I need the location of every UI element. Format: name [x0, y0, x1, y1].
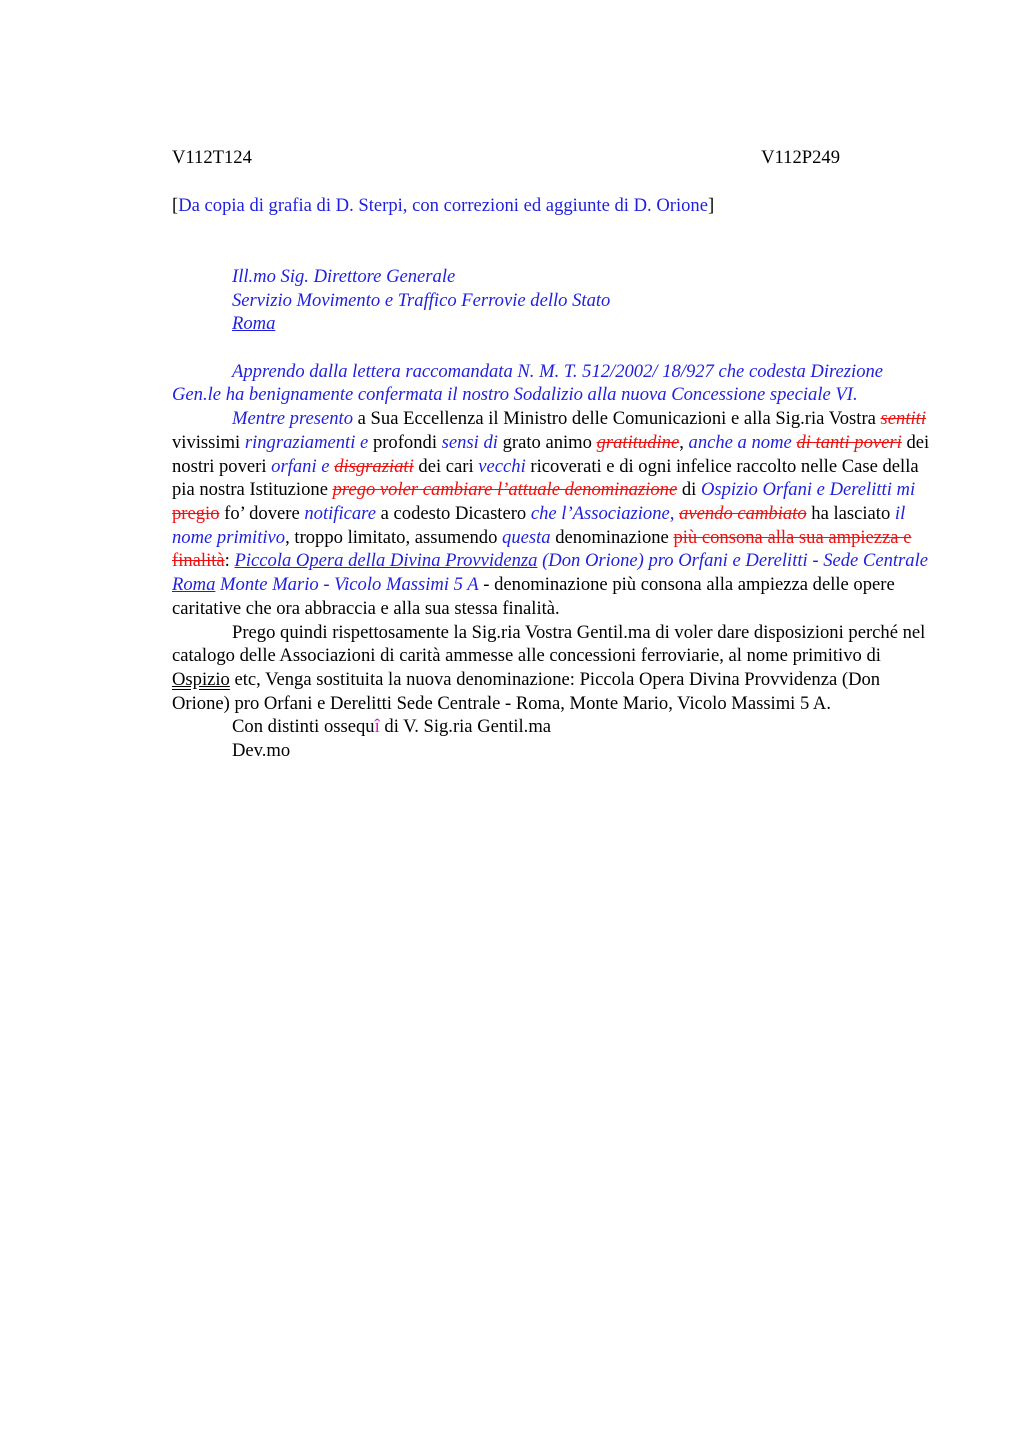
accented-letter: î [374, 716, 380, 738]
text-run: fo’ dovere [219, 503, 305, 524]
addressee-line-title: Ill.mo Sig. Direttore Generale [232, 266, 456, 287]
letter-page [172, 146, 932, 763]
text-run: , troppo limitato, assumendo [285, 526, 503, 548]
right-reference-code: V112P249 [761, 147, 840, 168]
text-run: ha lasciato [806, 503, 895, 524]
text-run: di [677, 479, 701, 501]
text-run: grato animo [497, 431, 597, 453]
deletion: pregio [172, 503, 220, 524]
text-run: dei cari [413, 455, 479, 477]
paragraph-acknowledgement: Apprendo dalla lettera raccomandata N. M. T. 512/2002/ 18/927 che codesta Direzione Gen.le ha benignamente confermata il nostro Sodalizio alla nuova Concessione speciale VI. [172, 360, 884, 406]
text-run: , [679, 431, 689, 453]
closing-line-greeting [232, 715, 932, 739]
insertion: vecchi [478, 455, 526, 477]
insertion: orfani e [271, 455, 330, 477]
text-run: : [224, 550, 235, 572]
deletion: sentiti [880, 408, 926, 430]
left-reference-code: V112T124 [172, 147, 252, 168]
insertion: Monte Mario - Vicolo Massimi 5 A [215, 574, 479, 596]
text-run: ricoverati e di ogni infelice raccolto nelle Case della pia nostra Istituzione [172, 455, 919, 501]
text-run: di V. Sig.ria Gentil.ma [379, 716, 552, 738]
letter-body [172, 360, 932, 763]
text-run: etc, Venga sostituita la nuova denominazione: Piccola Opera Divina Provvidenza (Don Orione) pro Orfani e Derelitti Sede Centrale - Roma, Monte Mario, Vicolo Massimi 5 A. [172, 668, 881, 714]
addressee-line-department: Servizio Movimento e Traffico Ferrovie dello Stato [232, 289, 611, 311]
source-note-open-bracket: [ [172, 195, 179, 216]
deletion: di tanti poveri [796, 431, 902, 453]
text-run: dei nostri poveri [172, 431, 930, 477]
paragraph-request [172, 407, 932, 620]
insertion: notificare [304, 503, 376, 524]
insertion-underlined: Roma [172, 574, 216, 596]
insertion: Mentre presento [232, 408, 353, 430]
text-run: denominazione [550, 526, 674, 548]
deletion: più consona alla sua ampiezza e finalità [172, 526, 912, 572]
deletion: disgraziati [334, 455, 414, 477]
insertion: che l’Associazione, [530, 503, 675, 524]
insertion: Ospizio Orfani e Derelitti mi [700, 479, 916, 501]
text-run: - denominazione più consona alla ampiezza delle opere caritative che ora abbraccia e alla sua stessa finalità. [172, 574, 895, 619]
insertion: ringraziamenti e [244, 431, 369, 453]
double-underlined-word: Ospizio [172, 668, 230, 690]
text-run: Con distinti ossequ [232, 716, 375, 738]
insertion: il nome primitivo [172, 503, 906, 548]
addressee-block [232, 265, 932, 336]
insertion: sensi di [441, 431, 498, 453]
addressee-line-city: Roma [232, 313, 276, 335]
insertion: questa [502, 526, 551, 548]
closing-line-signature: Dev.mo [232, 740, 291, 762]
closing-block [232, 715, 932, 762]
source-note [172, 194, 932, 218]
deletion: gratitudine [596, 431, 680, 453]
deletion: avendo cambiato [679, 503, 807, 524]
text-run: a codesto Dicastero [375, 503, 531, 524]
new-name-insertion: Piccola Opera della Divina Provvidenza [234, 550, 538, 572]
text-run: profondi [368, 431, 442, 453]
text-run: vivissimi [172, 431, 245, 453]
source-note-close-bracket: ] [707, 195, 715, 216]
source-note-text: Da copia di grafia di D. Sterpi, con correzioni ed aggiunte di D. Orione [178, 195, 708, 216]
document-header [172, 146, 840, 170]
text-run: Prego quindi rispettosamente la Sig.ria Vostra Gentil.ma di voler dare disposizioni perché nel catalogo delle Associazioni di carità ammesse alle concessioni ferroviarie, al nome primitivo di [172, 621, 926, 667]
insertion: anche a nome [688, 431, 792, 453]
insertion: (Don Orione) pro Orfani e Derelitti - Sede Centrale [537, 550, 929, 572]
deletion: prego voler cambiare l’attuale denominazione [332, 479, 678, 501]
text-run: a Sua Eccellenza il Ministro delle Comunicazioni e alla Sig.ria Vostra [353, 408, 881, 430]
paragraph-disposition [172, 621, 932, 716]
